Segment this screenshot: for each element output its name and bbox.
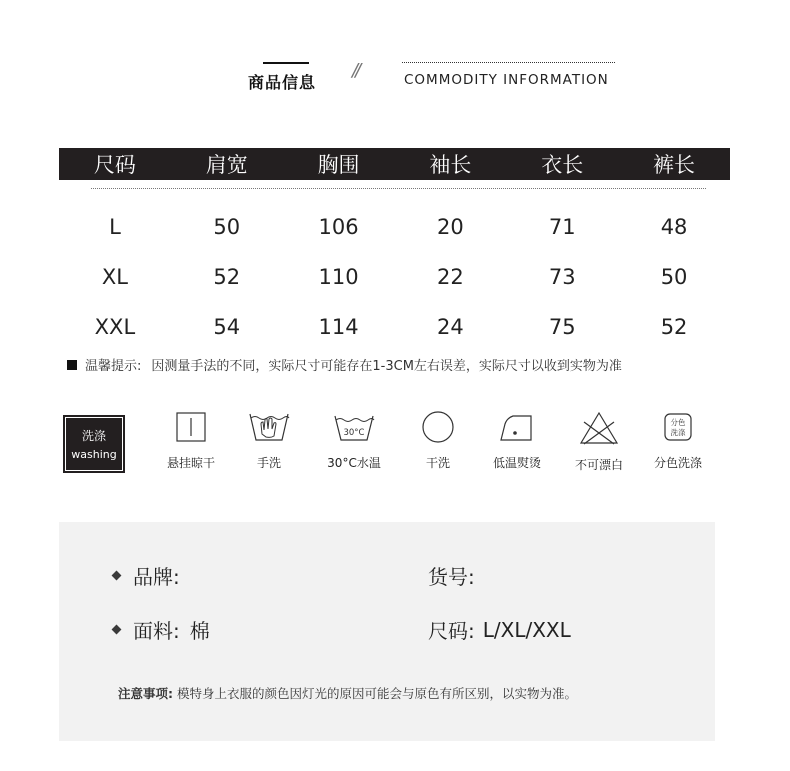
table-cell: 22 — [437, 265, 464, 289]
table-row — [59, 202, 730, 252]
separate-wash-icon — [661, 410, 695, 444]
table-cell: 48 — [660, 215, 688, 239]
col-header-pants-length: 裤长 — [653, 153, 696, 177]
diamond-bullet-icon — [112, 571, 122, 581]
size-table-header — [59, 148, 730, 180]
care-item-hand-wash — [224, 410, 314, 471]
col-header-sleeve: 袖长 — [429, 153, 472, 177]
low-iron-icon — [497, 410, 537, 444]
separate-wash-text-1: 分色 — [670, 418, 686, 427]
brand-label: 品牌: — [133, 565, 180, 589]
care-item-low-iron — [472, 410, 562, 471]
hang-dry-icon — [174, 410, 208, 444]
fabric-label: 面料: — [133, 619, 180, 643]
table-cell: 114 — [318, 315, 359, 339]
table-row — [59, 302, 730, 352]
header-dotted-line — [402, 62, 615, 63]
hand-wash-icon — [247, 410, 291, 444]
care-label: 分色洗涤 — [653, 456, 702, 470]
size-table-body — [59, 202, 730, 352]
table-cell: 106 — [318, 215, 359, 239]
table-cell: 52 — [213, 265, 241, 289]
table-cell: 71 — [548, 215, 576, 239]
size-value: L/XL/XXL — [482, 617, 571, 642]
table-cell: 75 — [548, 315, 576, 339]
table-cell: 20 — [437, 215, 464, 239]
care-label: 干洗 — [425, 456, 450, 470]
note-label: 注意事项: — [118, 686, 173, 701]
tip-text: 因测量手法的不同，实际尺寸可能存在1-3CM左右误差，实际尺寸以收到实物为准 — [151, 359, 622, 374]
section-title-cn: 商品信息 — [248, 73, 317, 92]
info-brand — [113, 561, 180, 590]
info-fabric — [113, 615, 210, 644]
washing-badge — [63, 415, 125, 473]
table-cell: 54 — [213, 315, 241, 339]
col-header-shoulder: 肩宽 — [205, 153, 248, 177]
table-cell: 50 — [660, 265, 688, 289]
diamond-bullet-icon — [112, 625, 122, 635]
care-item-wash-30c — [309, 410, 399, 471]
size-table — [59, 148, 730, 352]
note-text: 模特身上衣服的颜色因灯光的原因可能会与原色有所区别，以实物为准。 — [176, 686, 577, 701]
table-cell: 52 — [660, 315, 688, 339]
table-cell: 73 — [548, 265, 576, 289]
washing-badge-en: washing — [71, 448, 117, 461]
dry-clean-icon — [420, 410, 456, 444]
info-item-number — [428, 561, 475, 590]
col-header-top-length: 衣长 — [541, 153, 584, 177]
fabric-value: 棉 — [189, 619, 210, 643]
table-dotted-divider — [91, 188, 706, 189]
wash-30c-icon — [332, 410, 376, 444]
item-number-label: 货号: — [428, 565, 475, 589]
tip-label: 温馨提示: — [85, 359, 142, 374]
section-title-en: COMMODITY INFORMATION — [404, 72, 609, 88]
washing-badge-cn: 洗涤 — [81, 429, 106, 443]
table-cell: 24 — [437, 315, 464, 339]
wash-temp-text: 30°C — [343, 428, 365, 438]
care-item-no-bleach — [554, 410, 644, 473]
care-label: 低温熨烫 — [492, 456, 541, 470]
no-bleach-icon — [578, 410, 620, 446]
table-cell: XXL — [94, 315, 136, 339]
header-accent-bar — [263, 62, 309, 64]
table-cell: L — [109, 215, 121, 239]
care-item-dry-clean — [393, 410, 483, 471]
care-label: 悬挂晾干 — [166, 456, 215, 470]
info-size — [428, 615, 571, 644]
care-label: 30°C水温 — [327, 456, 381, 470]
bullet-square-icon — [67, 360, 77, 370]
table-cell: 50 — [213, 215, 241, 239]
col-header-size: 尺码 — [93, 153, 136, 177]
care-label: 手洗 — [256, 456, 281, 470]
table-cell: 110 — [318, 265, 359, 289]
header-slash-divider: // — [352, 60, 359, 81]
size-label: 尺码: — [428, 619, 475, 643]
col-header-chest: 胸围 — [317, 153, 360, 177]
table-cell: XL — [101, 265, 128, 289]
separate-wash-text-2: 洗涤 — [670, 428, 686, 437]
care-item-hang-dry — [146, 410, 236, 471]
model-color-note — [118, 684, 577, 702]
measurement-tip — [67, 355, 622, 374]
care-label: 不可漂白 — [574, 458, 623, 472]
care-item-separate-wash — [633, 410, 723, 471]
table-row — [59, 252, 730, 302]
